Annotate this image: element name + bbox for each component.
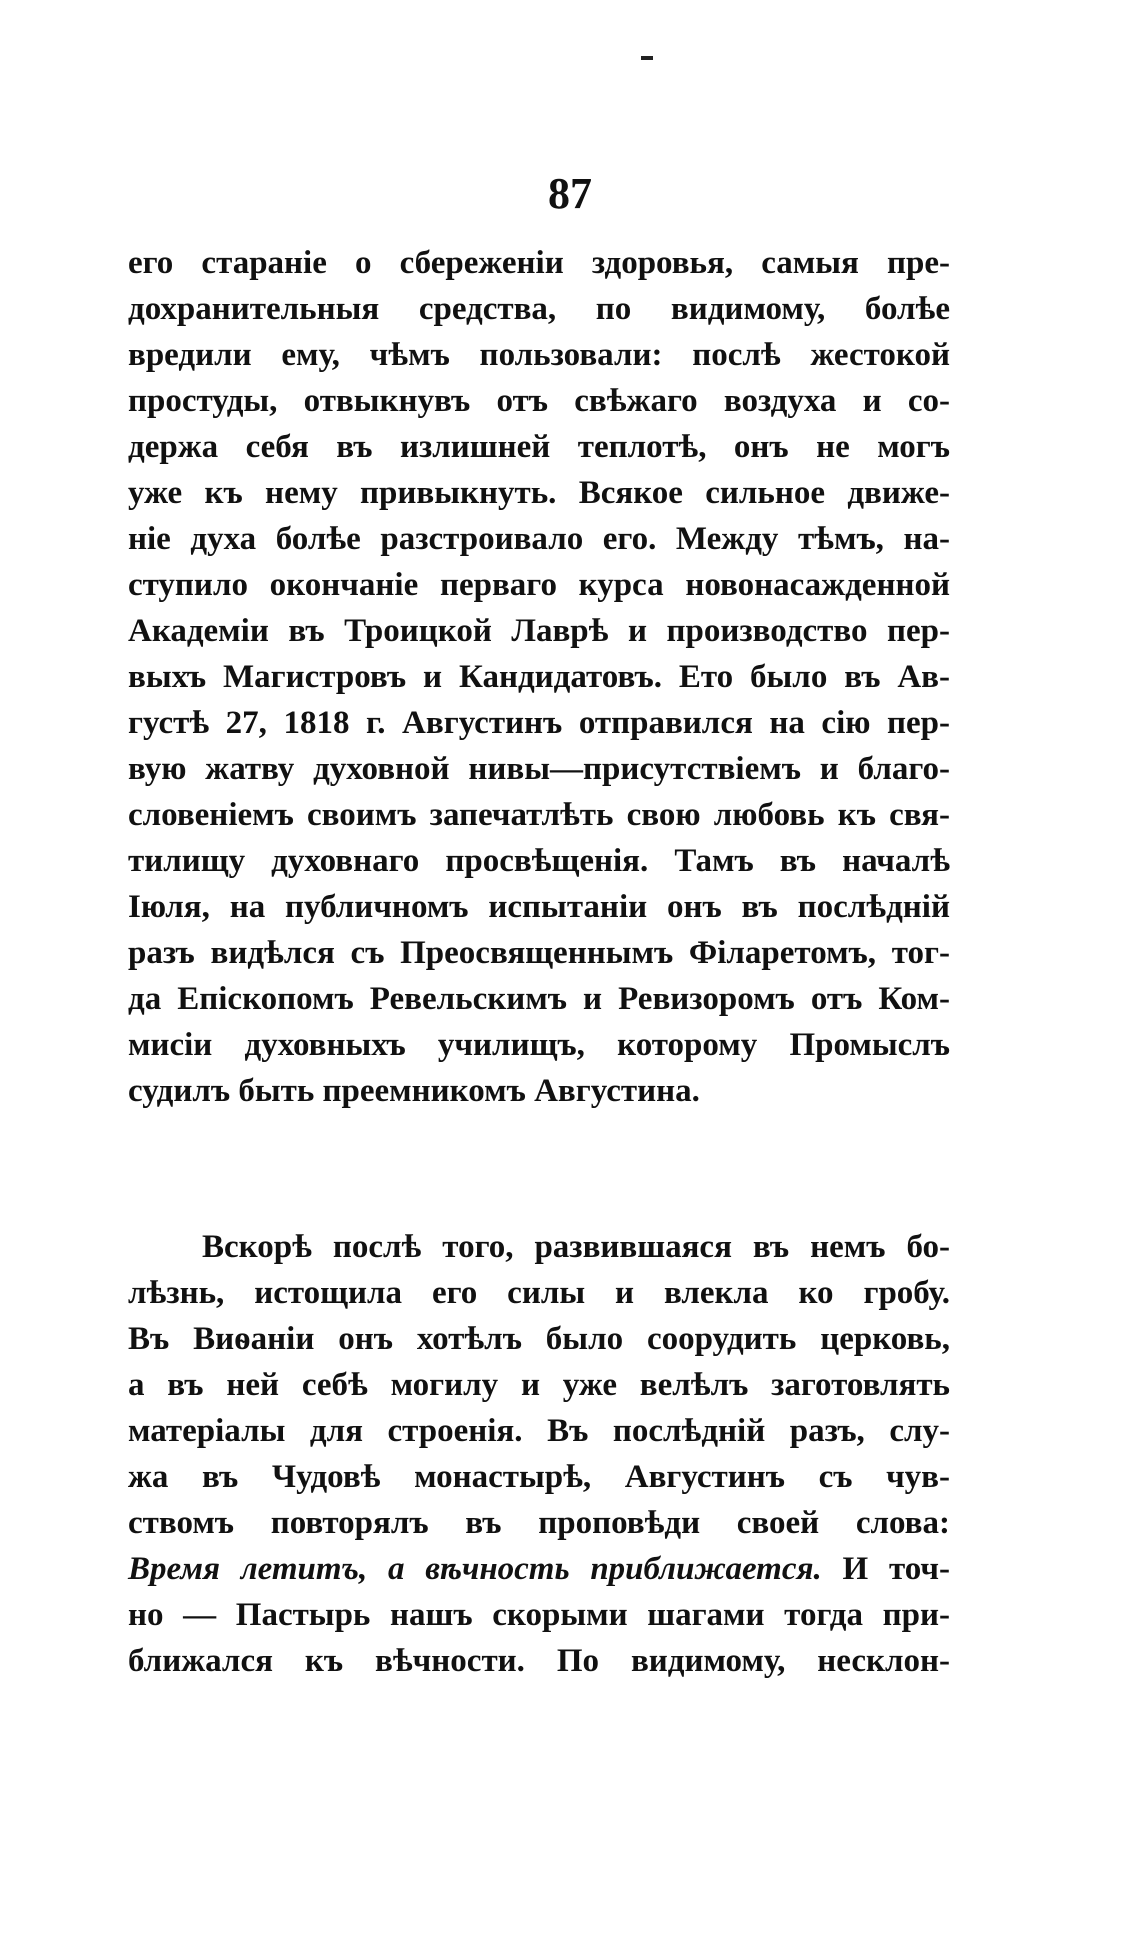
text-line: держа себя въ излишней теплотѣ, онъ не могъ — [128, 429, 950, 465]
text-line: его стараніе о сбереженіи здоровья, самыя пре- — [128, 245, 950, 281]
after-quote-text: И точ- — [842, 1551, 950, 1587]
text-line: а въ ней себѣ могилу и уже велѣлъ заготовлять — [128, 1367, 950, 1403]
quote-line — [128, 1546, 950, 1592]
text-line: Іюля, на публичномъ испытаніи онъ въ послѣдній — [128, 889, 950, 925]
text-line: мисіи духовныхъ училищъ, которому Промыслъ — [128, 1027, 950, 1063]
text-line: ступило окончаніе перваго курса новонасажденной — [128, 567, 950, 603]
text-line: жа въ Чудовѣ монастырѣ, Августинъ съ чув- — [128, 1459, 950, 1495]
text-line: тилищу духовнаго просвѣщенія. Тамъ въ началѣ — [128, 843, 950, 879]
text-line: ближался къ вѣчности. По видимому, несклон- — [128, 1643, 950, 1679]
text-line: Вскорѣ послѣ того, развившаяся въ немъ бо- — [202, 1229, 950, 1265]
text-line: ствомъ повторялъ въ проповѣди своей слова: — [128, 1505, 950, 1541]
text-line: но — Пастырь нашъ скорыми шагами тогда при- — [128, 1597, 950, 1633]
text-line: выхъ Магистровъ и Кандидатовъ. Ето было въ Ав- — [128, 659, 950, 695]
text-line: судилъ быть преемникомъ Августина. — [128, 1073, 700, 1109]
text-line: матеріалы для строенія. Въ послѣдній разъ, слу- — [128, 1413, 950, 1449]
text-line: вую жатву духовной нивы—присутствіемъ и благо- — [128, 751, 950, 787]
text-line: да Епіскопомъ Ревельскимъ и Ревизоромъ отъ Ком- — [128, 981, 950, 1017]
text-line: густѣ 27, 1818 г. Августинъ отправился на сію пер- — [128, 705, 950, 741]
text-line: вредили ему, чѣмъ пользовали: послѣ жестокой — [128, 337, 950, 373]
text-line: ніе духа болѣе разстроивало его. Между тѣмъ, на- — [128, 521, 950, 557]
paragraph-2 — [128, 1224, 950, 1684]
text-line: словеніемъ своимъ запечатлѣть свою любовь къ свя- — [128, 797, 950, 833]
page-number: 87 — [548, 169, 592, 218]
text-line: дохранительныя средства, по видимому, болѣе — [128, 291, 950, 327]
text-line: Въ Виѳаніи онъ хотѣлъ было соорудить церковь, — [128, 1321, 950, 1357]
text-line: лѣзнь, истощила его силы и влекла ко гробу. — [128, 1275, 950, 1311]
text-line: разъ видѣлся съ Преосвященнымъ Філаретомъ, тог- — [128, 935, 950, 971]
paragraph-1 — [128, 240, 950, 1114]
text-line: Академіи въ Троицкой Лаврѣ и производство пер- — [128, 613, 950, 649]
text-line: простуды, отвыкнувъ отъ свѣжаго воздуха и со- — [128, 383, 950, 419]
text-line: уже къ нему привыкнуть. Всякое сильное движе- — [128, 475, 950, 511]
printer-mark — [641, 56, 653, 60]
italic-quote: Время летитъ, а вѣчность приближается. — [128, 1551, 822, 1587]
